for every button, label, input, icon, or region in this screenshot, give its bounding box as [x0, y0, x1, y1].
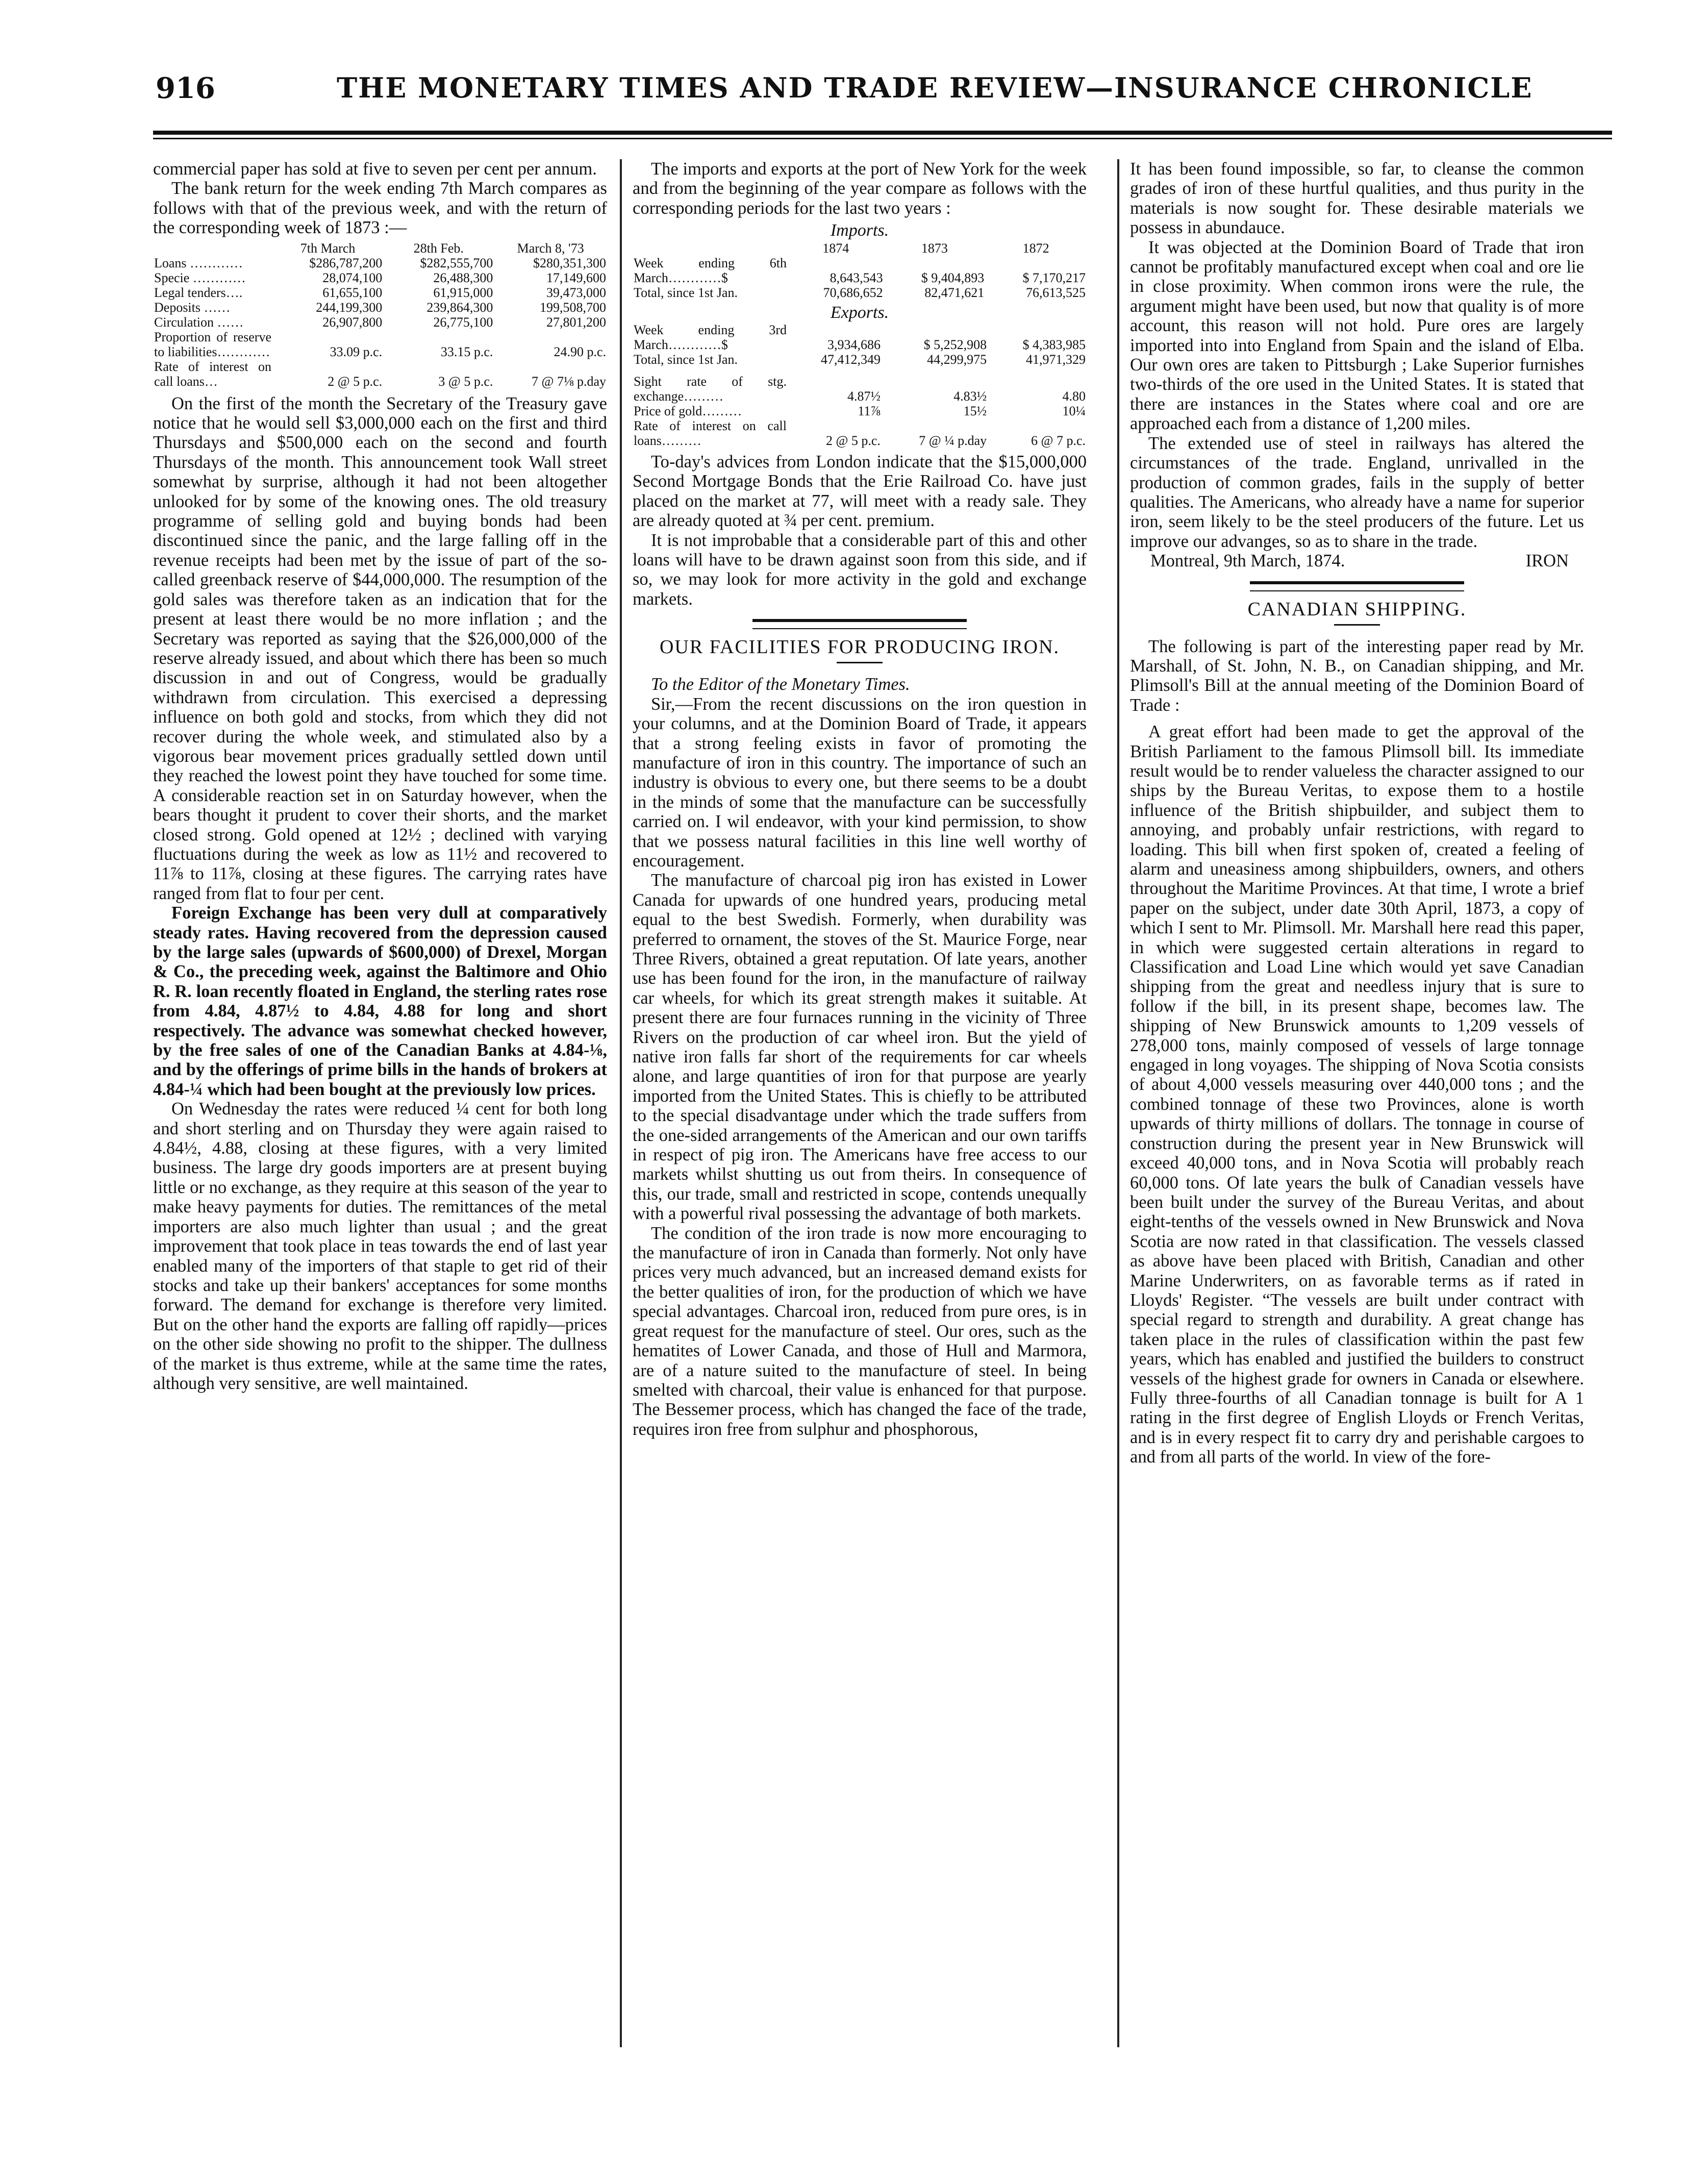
cell: 7 @ ¼ p.day — [919, 433, 987, 449]
table-row — [153, 300, 607, 315]
cell: 2 @ 5 p.c. — [328, 374, 383, 389]
article-heading: CANADIAN SHIPPING. — [1247, 598, 1467, 620]
cell: 76,613,525 — [1026, 285, 1086, 300]
cell: 44,299,975 — [927, 352, 987, 367]
running-title: THE MONETARY TIMES AND TRADE REVIEW—INSURANCE CHRONICLE — [337, 71, 1533, 104]
column-1 — [153, 159, 607, 2047]
cell: 8,643,543 — [830, 270, 883, 285]
table-header: 28th Feb. — [413, 240, 464, 256]
paragraph: On Wednesday the rates were reduced ¼ cent for both long and short sterling and on Thursday they were again raised to 4.84½, 4.88, closing at these figures, with a very limited business. The large dry goods importers are at present buying little or no exchange, as they require at this season of the year to make heavy payments for duties. The remittances of the metal importers are also much lighter than usual ; and the great improvement that took place in teas towards the end of last year enabled many of the importers of that staple to get rid of their stocks and take up their bankers' acceptances for some months forward. The demand for exchange is therefore very limited. But on the other hand the exports are falling off rapidly—prices on the other side showing no profit to the shipper. The dullness of the market is thus extreme, while at the same time the rates, although very sensitive, are well maintained. — [153, 1099, 607, 1393]
row-label: Rate of interest on call loans……… — [634, 418, 787, 449]
table-header: March 8, '73 — [517, 240, 584, 256]
table-row — [633, 418, 1087, 448]
cell: 26,907,800 — [322, 314, 383, 330]
cell: 47,412,349 — [820, 352, 881, 367]
signature: IRON — [1525, 551, 1569, 571]
cell: 61,915,000 — [433, 285, 493, 300]
header-rule-thick — [153, 131, 1612, 135]
paragraph: A great effort had been made to get the approval of the British Parliament to the famous Plimsoll bill. Its immediate result would be to render valueless the character assigned to our ships by the Bureau Veritas, to expose them to a hostile influence of the British shipbuilder, and subject them to annoying, and probably unfair restrictions, with regard to loading. This bill when first spoken of, created a feeling of alarm and uneasiness among shipbuilders, owners, and others throughout the Maritime Provinces. At that time, I wrote a brief paper on the subject, under date 30th April, 1873, a copy of which I sent to Mr. Plimsoll. Mr. Marshall here read this paper, in which were suggested certain alterations in regard to Classification and Load Line which would yet save Canadian shipping from the great and needless injury that is sure to follow if the bill, in its present shape, becomes law. The shipping of New Brunswick amounts to 1,209 vessels of 278,000 tons, mainly composed of vessels of large tonnage engaged in long voyages. The shipping of Nova Scotia consists of about 4,000 vessels measuring over 440,000 tons ; and the combined tonnage of these two Provinces, alone is worth upwards of thirty millions of dollars. The tonnage in course of construction during the present year in New Brunswick will exceed 40,000 tons, and in Nova Scotia will probably reach 60,000 tons. Of late years the bulk of Canadian vessels have been built under the survey of the Bureau Veritas, and about eight-tenths of the vessels owned in New Brunswick and Nova Scotia are now rated in that classification. The vessels classed as above have been placed with British, Canadian and other Marine Underwriters, on as favorable terms as if rated in Lloyds' Register. “The vessels are built under contract with special regard to strength and durability. A great change has taken place in the rules of classification within the past few years, which has enabled and justified the builders to construct vessels of the highest grade for owners in Canada or elsewhere. Fully three-fourths of all Canadian tonnage is built for A 1 rating in the first degree of English Lloyds or French Veritas, and is in every respect fit to carry dry and perishable cargoes to and from all parts of the world. In view of the fore- — [1130, 722, 1584, 1467]
cell: 27,801,200 — [546, 314, 606, 330]
section-divider — [1250, 581, 1464, 591]
cell: 3 @ 5 p.c. — [438, 374, 493, 389]
paragraph: Foreign Exchange has been very dull at comparatively steady rates. Having recovered from the depression caused by the large sales (upwards of $600,000) of Drexel, Morgan & Co., the preceding week, against the Baltimore and Ohio R. R. loan recently floated in England, the sterling rates rose from 4.84, 4.87½ to 4.84, 4.88 for long and short respectively. The advance was somewhat checked however, by the free sales of one of the Canadian Banks at 4.84-⅛, and by the offerings of prime bills in the hands of brokers at 4.84-¼ which had been bought at the previously low prices. — [153, 903, 607, 1099]
cell: 15½ — [963, 404, 987, 419]
column-divider — [1117, 159, 1119, 2047]
signature-line — [1130, 551, 1584, 570]
cell: $282,555,700 — [420, 255, 493, 270]
table-row — [153, 359, 607, 389]
column-2 — [633, 159, 1087, 2047]
row-label: Sight rate of stg. exchange……… — [634, 374, 787, 404]
row-label: Circulation …… — [154, 314, 244, 330]
year-header: 1873 — [921, 240, 948, 256]
cell: 3,934,686 — [827, 337, 881, 353]
cell: 82,471,621 — [924, 285, 985, 300]
paragraph: commercial paper has sold at five to seven per cent per annum. — [153, 159, 597, 179]
row-label: Deposits …… — [154, 300, 231, 315]
paragraph: The bank return for the week ending 7th March compares as follows with that of the previous week, and with the return of the corresponding week of 1873 :— — [153, 179, 607, 238]
section-divider — [752, 619, 967, 629]
table-row — [633, 256, 1087, 285]
cell: 33.09 p.c. — [330, 344, 383, 359]
table-row — [153, 256, 607, 270]
cell: $ 7,170,217 — [1022, 270, 1086, 285]
dateline: Montreal, 9th March, 1874. — [1150, 551, 1345, 571]
imports-table — [633, 241, 1087, 300]
page-number: 916 — [156, 71, 215, 105]
table-header: 7th March — [300, 240, 356, 256]
cell: $ 4,383,985 — [1022, 337, 1086, 353]
row-label: Total, since 1st Jan. — [634, 352, 738, 367]
cell: 239,864,300 — [426, 300, 493, 315]
cell: $ 5,252,908 — [923, 337, 987, 353]
year-header: 1874 — [822, 240, 849, 256]
row-label: Week ending 3rd March…………$ — [634, 322, 787, 353]
table-caption: Exports. — [830, 303, 889, 322]
paragraph: The extended use of steel in railways has altered the circumstances of the trade. England, unrivalled in the production of common grades, fails in the supply of better qualities. The Americans, who already have a name for superior iron, seem likely to be the steel producers of the future. Let us improve our advanges, so as to share in the trade. — [1130, 433, 1584, 551]
cell: 70,686,652 — [823, 285, 883, 300]
cell: 39,473,000 — [546, 285, 606, 300]
row-label: Price of gold……… — [634, 404, 742, 419]
paragraph: The following is part of the interesting paper read by Mr. Marshall, of St. John, N. B., on Canadian shipping, and Mr. Plimsoll's Bill at the annual meeting of the Dominion Board of Trade : — [1130, 636, 1584, 715]
cell: 24.90 p.c. — [554, 344, 606, 359]
paragraph: It has been found impossible, so far, to cleanse the common grades of iron of these hurtful qualities, and thus purity in the materials is now sought for. These desirable materials we possess in abundauce. — [1130, 159, 1584, 238]
cell: 6 @ 7 p.c. — [1031, 433, 1086, 449]
row-label: Specie ………… — [154, 270, 246, 285]
row-label: Loans ………… — [154, 255, 243, 270]
row-label: Legal tenders…. — [154, 285, 243, 300]
heading-rule — [837, 662, 883, 663]
article-heading: OUR FACILITIES FOR PRODUCING IRON. — [659, 636, 1060, 658]
table-row — [633, 352, 1087, 367]
table-row — [633, 367, 1087, 404]
column-divider — [620, 159, 622, 2047]
page-header — [133, 71, 1612, 117]
cell: 199,508,700 — [540, 300, 606, 315]
table-row — [633, 322, 1087, 352]
cell: 61,655,100 — [322, 285, 383, 300]
cell: 26,775,100 — [433, 314, 493, 330]
cell: $286,787,200 — [309, 255, 383, 270]
table-caption: Imports. — [830, 221, 889, 240]
cell: $280,351,300 — [533, 255, 606, 270]
table-row — [153, 285, 607, 300]
table-row — [153, 315, 607, 330]
cell: 4.87½ — [847, 389, 881, 404]
row-label: Week ending 6th March…………$ — [634, 255, 787, 285]
row-label: Proportion of reserve to liabilities………… — [154, 329, 271, 359]
header-rule-thin — [153, 138, 1612, 139]
cell: 11⅞ — [858, 404, 881, 419]
bank-return-table — [153, 241, 607, 389]
table-row — [633, 285, 1087, 300]
row-label: Rate of interest on call loans… — [154, 359, 271, 389]
cell: $ 9,404,893 — [921, 270, 985, 285]
paragraph: Sir,—From the recent discussions on the iron question in your columns, and at the Dominion Board of Trade, it appears that a strong feeling exists in favor of promoting the manufacture of iron in this country. The importance of such an industry is obvious to every one, but there seems to be a doubt in the minds of some that the manufacture can be successfully carried on. I wil endeavor, with your kind permission, to show that we possess natural facilities in this line well worthy of encouragement. — [633, 694, 1087, 871]
salutation: To the Editor of the Monetary Times. — [651, 675, 910, 694]
table-header — [153, 241, 272, 256]
paragraph: To-day's advices from London indicate that the $15,000,000 Second Mortgage Bonds that the Erie Railroad Co. have just placed on the market at 77, will meet with a ready sale. They are already quoted at ¾ per cent. premium. — [633, 452, 1087, 531]
paragraph: It is not improbable that a considerable part of this and other loans will have to be drawn against soon from this side, and if so, we may look for more activity in the gold and exchange markets. — [633, 530, 1087, 609]
year-header: 1872 — [1022, 240, 1049, 256]
cell: 4.80 — [1062, 389, 1086, 404]
paragraph: The imports and exports at the port of New York for the week and from the beginning of the year compare as follows with the corresponding periods for the last two years : — [633, 159, 1087, 218]
cell: 2 @ 5 p.c. — [825, 433, 881, 449]
cell: 17,149,600 — [546, 270, 606, 285]
paragraph: It was objected at the Dominion Board of Trade that iron cannot be profitably manufactured except when coal and ore lie in close proximity. When common irons were the rule, the argument might have been used, but now that quality is of more account, this reason will not hold. Pure ores are largely imported into into England from Spain and the island of Elba. Our own ores are taken to Pittsburgh ; Lake Superior furnishes two-thirds of the ore used in the United States. It is stated that there are instances in the States where coal and ore are approached each from a distance of 1,200 miles. — [1130, 237, 1584, 434]
heading-rule — [1334, 624, 1380, 626]
cell: 7 @ 7⅛ p.day — [532, 374, 606, 389]
table-row — [153, 330, 607, 359]
cell: 28,074,100 — [322, 270, 383, 285]
cell: 33.15 p.c. — [440, 344, 493, 359]
cell: 26,488,300 — [433, 270, 493, 285]
paragraph: The condition of the iron trade is now more encouraging to the manufacture of iron in Canada than formerly. Not only have prices very much advanced, but an increased demand exists for the better qualities of iron, for the production of which we have special advantages. Charcoal iron, reduced from pure ores, is in great request for the manufacture of steel. Our ores, such as the hematites of Lower Canada, and those of Hull and Marmora, are of a nature suited to the manufacture of steel. In being smelted with charcoal, their value is enhanced for that purpose. The Bessemer process, which has changed the face of the trade, requires iron free from sulphur and phosphorous, — [633, 1223, 1087, 1439]
cell: 41,971,329 — [1026, 352, 1086, 367]
column-3 — [1130, 159, 1584, 2047]
paragraph: The manufacture of charcoal pig iron has existed in Lower Canada for upwards of one hundred years, producing metal equal to the best Swedish. Formerly, when durability was preferred to ornament, the stoves of the St. Maurice Forge, near Three Rivers, obtained a great reputation. Of late years, another use has been found for the iron, in the manufacture of railway car wheels, for which its great strength makes it suitable. At present there are four furnaces running in the vicinity of Three Rivers on the production of car wheel iron. But the yield of native iron falls far short of the requirements for car wheels alone, and large quantities of iron for that purpose are yearly imported from the United States. This is chiefly to be attributed to the special disadvantage under which the trade suffers from the one-sided arrangements of the American and our own tariffs in respect of pig iron. The Americans have free access to our markets whilst shutting us out from theirs. In consequence of this, our trade, small and restricted in scope, contends unequally with a powerful rival possessing the advantage of both markets. — [633, 871, 1087, 1224]
table-row — [153, 270, 607, 285]
cell: 244,199,300 — [316, 300, 383, 315]
paragraph: On the first of the month the Secretary of the Treasury gave notice that he would sell $3,000,000 each on the first and third Thursdays and $500,000 each on the second and fourth Thursdays of the month. This announcement took Wall street somewhat by surprise, although it had not been altogether unlooked for by some of the knowing ones. The old treasury programme of selling gold and buying bonds had been discontinued since the panic, and the large falling off in the revenue receipts had been met by the issue of part of the so-called greenback reserve of $44,000,000. The resumption of the gold sales was therefore taken as an indication that for the present at least there would be no more inflation ; and the Secretary was reported as saying that the $26,000,000 of the reserve already issued, and about which there has been so much discussion in and out of Congress, would be gradually withdrawn from circulation. This exercised a depressing influence on both gold and stocks, from which they did not recover during the whole week, and stimulated also by a vigorous bear movement prices gradually settled down until they reached the lowest point they have touched for some time. A considerable reaction set in on Saturday however, when the bears thought it prudent to cover their shorts, and the market closed strong. Gold opened at 12½ ; declined with varying fluctuations during the week as low as 11½ and recovered to 11⅞ to 11⅞, closing at these figures. The carrying rates have ranged from flat to four per cent. — [153, 393, 607, 903]
row-label: Total, since 1st Jan. — [634, 285, 738, 300]
cell: 10¼ — [1062, 404, 1086, 419]
cell: 4.83½ — [953, 389, 987, 404]
exports-table — [633, 322, 1087, 448]
table-row — [633, 404, 1087, 418]
